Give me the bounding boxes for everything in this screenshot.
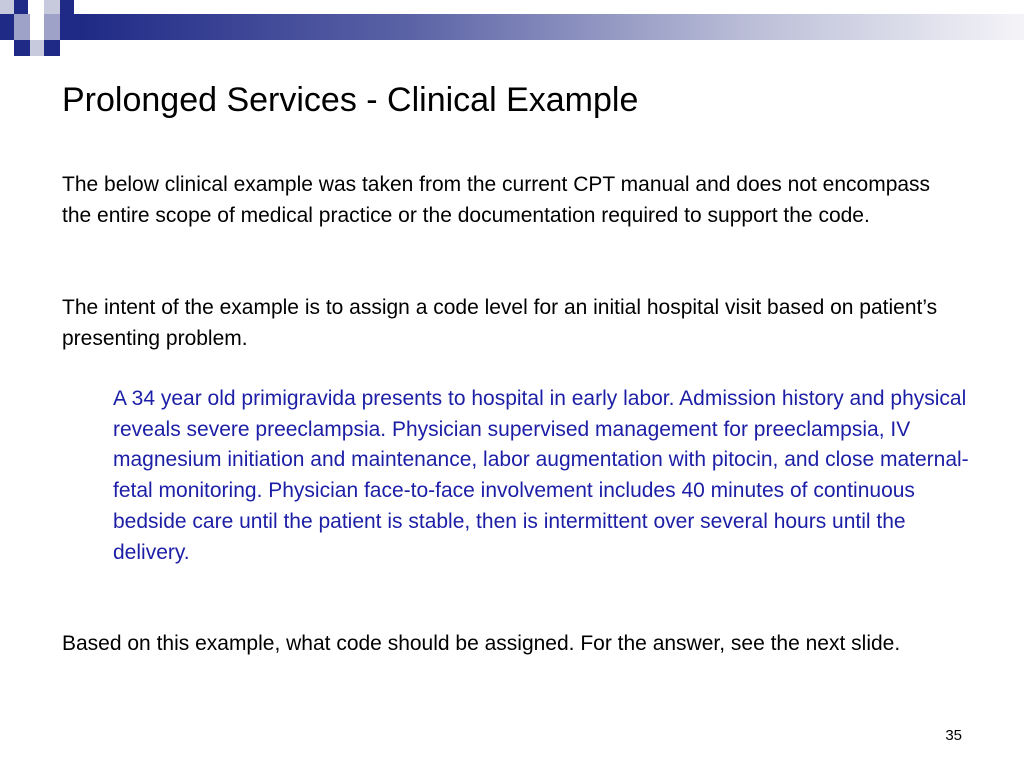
header-gradient-bar <box>80 14 1024 40</box>
clinical-example-text: A 34 year old primigravida presents to hospital in early labor. Admission history and physical reveals severe preeclampsia. Physician supervised management for preeclampsia, IV magnesium initiation and maintenance, labor augmentation with pitocin, and close maternal-fetal monitoring. Physician face-to-face involvement includes 40 minutes of continuous bedside care until the patient is stable, then is intermittent over several hours until the delivery. <box>113 387 969 564</box>
decor-square <box>0 0 14 14</box>
header-decoration <box>0 0 1024 60</box>
decor-square <box>14 40 30 56</box>
decor-square <box>60 0 74 14</box>
decor-square <box>14 14 30 40</box>
decor-square <box>44 0 60 14</box>
slide-title: Prolonged Services - Clinical Example <box>62 81 639 119</box>
decor-square <box>0 14 14 40</box>
decor-square <box>30 40 44 56</box>
decor-square <box>14 0 28 14</box>
question-paragraph: Based on this example, what code should be assigned. For the answer, see the next slide. <box>62 632 901 655</box>
intent-paragraph: The intent of the example is to assign a code level for an initial hospital visit based on patient’s presenting problem. <box>62 296 938 350</box>
decor-square <box>44 14 60 40</box>
decor-square <box>60 14 80 40</box>
intro-paragraph: The below clinical example was taken from the current CPT manual and does not encompass the entire scope of medical practice or the documentation required to support the code. <box>62 173 931 227</box>
page-number: 35 <box>945 727 962 744</box>
decor-square <box>44 40 60 56</box>
